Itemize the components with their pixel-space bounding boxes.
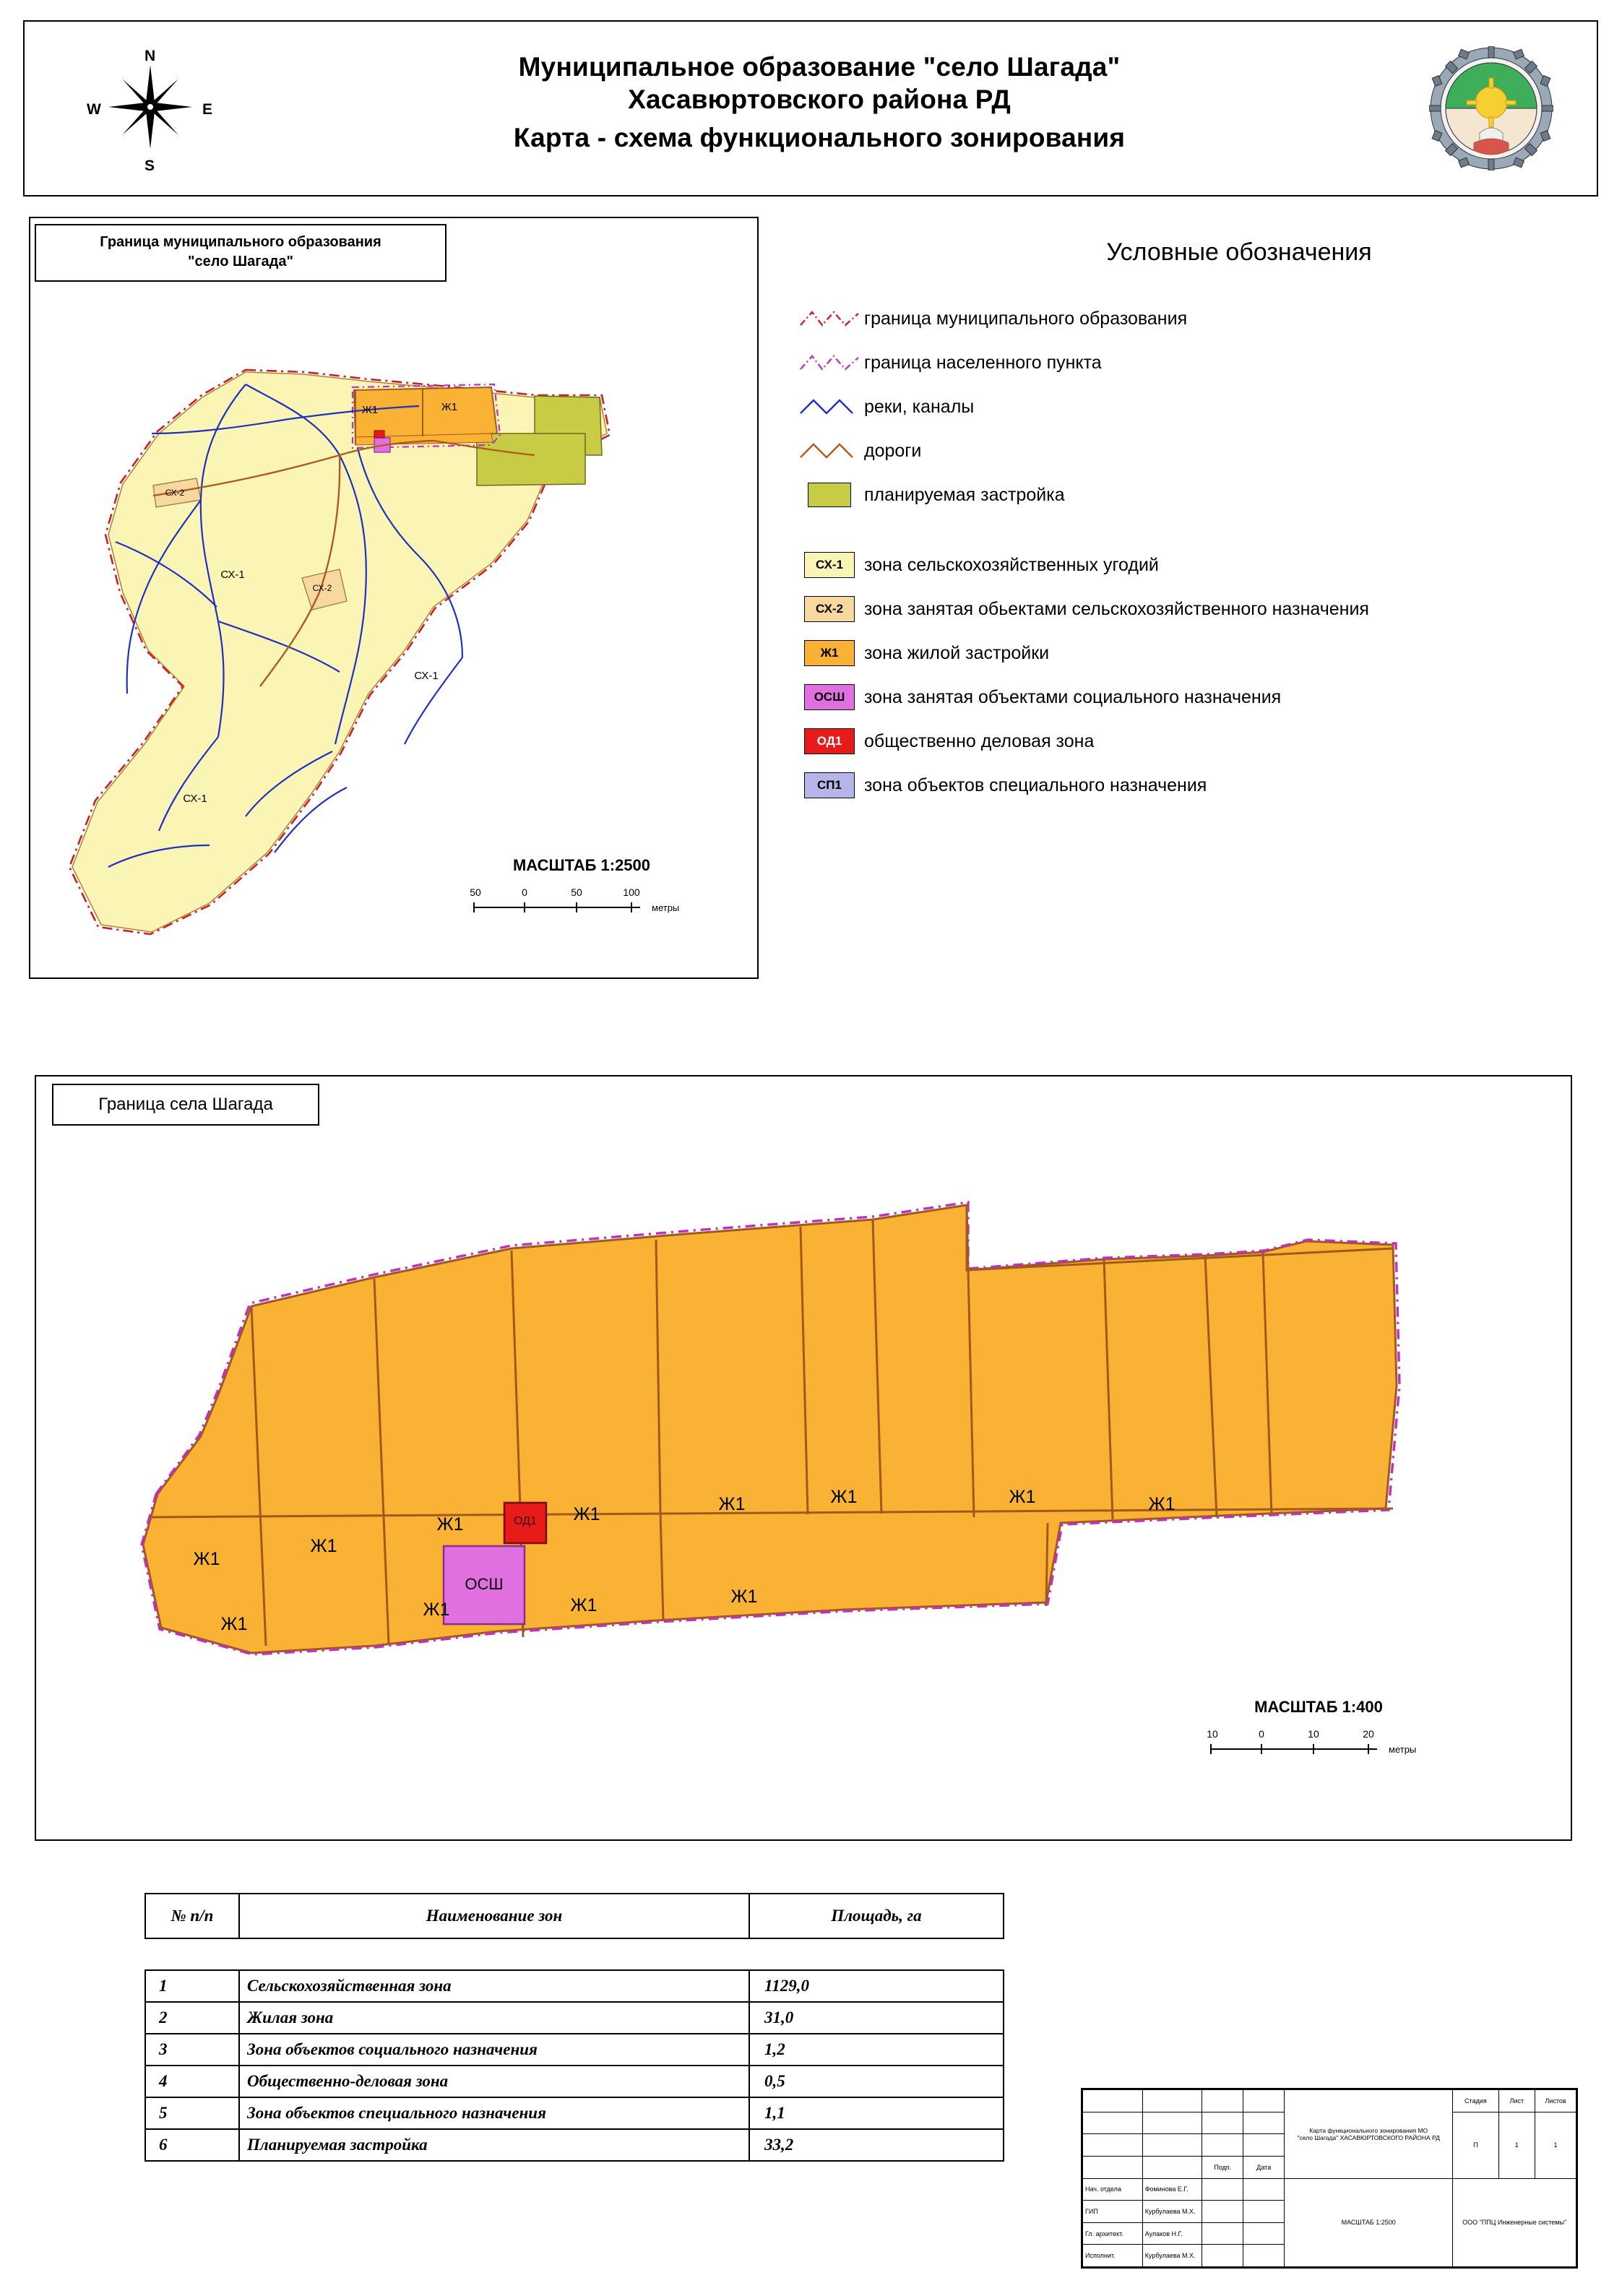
svg-text:СХ-1: СХ-1 (183, 793, 207, 805)
zones-table-spacer (145, 1938, 1004, 1970)
compass-north-label: N (144, 48, 156, 64)
legend-row-roads (795, 436, 1589, 465)
zones-row-1-name: Сельскохозяйственная зона (239, 1970, 749, 2002)
zone-zh1-chip (795, 640, 864, 666)
stamp-name-1: Фоминова Е.Г. (1142, 2178, 1202, 2201)
stamp-val-stadia: П (1453, 2112, 1498, 2178)
svg-text:Ж1: Ж1 (1148, 1494, 1175, 1514)
stamp-val-list: 1 (1498, 2112, 1535, 2178)
stamp-blank-13 (1083, 2156, 1143, 2178)
compass-east-label: E (202, 101, 213, 118)
legend-row-zone-sh2 (795, 595, 1589, 623)
zone-sh2-code: СХ-2 (804, 596, 855, 622)
stamp-role-3: Гл. архитект. (1083, 2222, 1143, 2245)
table-row (145, 2034, 1004, 2066)
scale1-units: метры (652, 902, 680, 913)
scale1-tick-3: 100 (623, 886, 640, 898)
stamp-sign-3 (1202, 2222, 1243, 2245)
table-row (145, 2002, 1004, 2034)
scale2-tick-2: 10 (1308, 1728, 1319, 1740)
svg-text:ОД1: ОД1 (514, 1515, 537, 1527)
svg-text:Ж1: Ж1 (310, 1536, 337, 1556)
stamp-col-data: Дата (1243, 2156, 1285, 2178)
zones-row-6-num: 6 (145, 2129, 239, 2161)
scale1-tick-0: 50 (470, 886, 481, 898)
legend (795, 238, 1589, 815)
drawing-stamp (1081, 2088, 1578, 2269)
zone-osh-chip (795, 684, 864, 710)
stamp-project-line-2: "село Шагада" ХАСАВЮРТОВСКОГО РАЙОНА РД (1297, 2133, 1440, 2141)
stamp-name-3: Аулаков Н.Г. (1142, 2222, 1202, 2245)
stamp-blank-5 (1083, 2112, 1143, 2134)
compass-west-label: W (87, 101, 101, 118)
legend-spacer (795, 525, 1589, 551)
stamp-blank-3 (1202, 2090, 1243, 2112)
stamp-date-2 (1243, 2201, 1285, 2223)
stamp-blank-9 (1083, 2134, 1143, 2157)
legend-label-municipal-boundary: граница муниципального образования (864, 308, 1188, 329)
legend-label-zone-osh: зона занятая объектами социального назначения (864, 686, 1282, 707)
zone-od1-chip (795, 728, 864, 754)
road-line-icon (795, 439, 864, 463)
municipal-boundary-line-icon (795, 306, 864, 331)
municipality-map-caption-line-1: Граница муниципального образования (100, 234, 381, 250)
title-line-1: Муниципальное образование "село Шагада" (518, 52, 1121, 82)
zones-row-4-num: 4 (145, 2066, 239, 2097)
legend-row-settlement-boundary (795, 348, 1589, 377)
stamp-role-1: Нач. отдела (1083, 2178, 1143, 2201)
stamp-col-listov: Листов (1535, 2090, 1576, 2112)
stamp-blank-4 (1243, 2090, 1285, 2112)
scale-bar-map1 (462, 856, 701, 920)
legend-label-zone-od1: общественно деловая зона (864, 730, 1095, 751)
page-title (314, 51, 1325, 154)
legend-label-zone-sp1: зона объектов специального назначения (864, 774, 1207, 795)
zone-sh1-chip (795, 552, 864, 578)
stamp-blank-2 (1142, 2090, 1202, 2112)
municipality-map-caption-line-2: "село Шагада" (188, 254, 293, 269)
svg-text:СХ-2: СХ-2 (165, 488, 185, 498)
stamp-date-4 (1243, 2245, 1285, 2267)
legend-row-rivers (795, 392, 1589, 421)
table-row (145, 2129, 1004, 2161)
scale2-tick-0: 10 (1207, 1728, 1218, 1740)
compass-rose (82, 48, 220, 178)
compass-south-label: S (144, 157, 155, 174)
coat-of-arms-emblem (1429, 46, 1553, 171)
legend-row-zone-osh (795, 683, 1589, 712)
stamp-project-line-1: Карта функционального зонирования МО (1309, 2126, 1428, 2134)
legend-label-rivers: реки, каналы (864, 396, 975, 417)
legend-label-zone-sh2: зона занятая обьектами сельскохозяйственного назначения (864, 598, 1369, 619)
zone-sp1-code: СП1 (804, 772, 855, 798)
stamp-name-2: Курбулаева М.Х. (1142, 2201, 1202, 2223)
stamp-col-list: Лист (1498, 2090, 1535, 2112)
svg-text:СХ-1: СХ-1 (414, 670, 439, 682)
title-line-2: Хасавюртовского района РД (628, 85, 1011, 115)
legend-title: Условные обозначения (1106, 238, 1372, 266)
stamp-blank-8 (1243, 2112, 1285, 2134)
svg-text:Ж1: Ж1 (1009, 1487, 1036, 1507)
legend-label-roads: дороги (864, 440, 922, 461)
zones-row-1-num: 1 (145, 1970, 239, 2002)
svg-text:Ж1: Ж1 (423, 1600, 450, 1620)
legend-row-zone-zh1 (795, 639, 1589, 668)
stamp-sign-2 (1202, 2201, 1243, 2223)
svg-text:Ж1: Ж1 (718, 1494, 746, 1514)
table-row (145, 2097, 1004, 2129)
zone-sh2-chip (795, 596, 864, 622)
settlement-boundary-line-icon (795, 350, 864, 375)
scale1-tick-1: 0 (522, 886, 527, 898)
stamp-blank-12 (1243, 2134, 1285, 2157)
legend-row-zone-od1 (795, 727, 1589, 756)
stamp-col-podp: Подп. (1202, 2156, 1243, 2178)
svg-text:Ж1: Ж1 (220, 1614, 248, 1634)
stamp-scale: МАСШТАБ 1:2500 (1285, 2178, 1453, 2267)
stamp-blank-6 (1142, 2112, 1202, 2134)
svg-text:Ж1: Ж1 (730, 1587, 758, 1607)
scale-bar-map1-label: МАСШТАБ 1:2500 (512, 856, 651, 874)
zones-table-header-row (145, 1894, 1004, 1938)
title-block (23, 20, 1598, 197)
svg-text:ОСШ: ОСШ (465, 1575, 504, 1593)
scale2-tick-3: 20 (1363, 1728, 1374, 1740)
stamp-project-title (1285, 2090, 1453, 2179)
zones-row-3-num: 3 (145, 2034, 239, 2066)
svg-text:СХ-2: СХ-2 (312, 583, 332, 593)
zones-row-2-num: 2 (145, 2002, 239, 2034)
svg-text:Ж1: Ж1 (361, 404, 379, 416)
scale-bar-map2 (1199, 1698, 1438, 1761)
village-map-caption: Граница села Шагада (52, 1084, 319, 1126)
svg-text:Ж1: Ж1 (193, 1549, 220, 1569)
planned-development-swatch (795, 483, 864, 507)
stamp-blank-11 (1202, 2134, 1243, 2157)
legend-label-settlement-boundary: граница населенного пункта (864, 352, 1102, 373)
zone-sh1-code: СХ-1 (804, 552, 855, 578)
stamp-val-listov: 1 (1535, 2112, 1576, 2178)
zones-row-3-name: Зона объектов социального назначения (239, 2034, 749, 2066)
stamp-blank-1 (1083, 2090, 1143, 2112)
zones-row-6-name: Планируемая застройка (239, 2129, 749, 2161)
svg-text:СХ-1: СХ-1 (220, 569, 245, 581)
legend-row-zone-sh1 (795, 551, 1589, 579)
scale2-tick-1: 0 (1259, 1728, 1264, 1740)
zones-table-header-area: Площадь, га (749, 1894, 1004, 1938)
scale2-units: метры (1389, 1744, 1417, 1755)
table-row (145, 2066, 1004, 2097)
municipality-map-caption (35, 224, 447, 282)
stamp-sign-4 (1202, 2245, 1243, 2267)
zone-zh1-code: Ж1 (804, 640, 855, 666)
legend-row-municipal-boundary (795, 304, 1589, 333)
zones-row-3-area: 1,2 (749, 2034, 1004, 2066)
zones-table-header-name: Наименование зон (239, 1894, 749, 1938)
zone-osh-code: ОСШ (804, 684, 855, 710)
scale-bar-map2-label: МАСШТАБ 1:400 (1254, 1698, 1383, 1716)
stamp-date-1 (1243, 2178, 1285, 2201)
legend-row-planned-development (795, 480, 1589, 509)
legend-label-zone-sh1: зона сельскохозяйственных угодий (864, 554, 1159, 575)
zones-row-5-name: Зона объектов специального назначения (239, 2097, 749, 2129)
stamp-organization: ООО "ППЦ Инженерные системы" (1453, 2178, 1576, 2267)
zones-row-6-area: 33,2 (749, 2129, 1004, 2161)
stamp-col-stadia: Стадия (1453, 2090, 1498, 2112)
zones-row-5-num: 5 (145, 2097, 239, 2129)
zones-row-2-name: Жилая зона (239, 2002, 749, 2034)
zones-row-5-area: 1,1 (749, 2097, 1004, 2129)
zones-row-4-name: Общественно-деловая зона (239, 2066, 749, 2097)
stamp-date-3 (1243, 2222, 1285, 2245)
legend-label-planned-development: планируемая застройка (864, 484, 1065, 505)
table-row (145, 1970, 1004, 2002)
zone-sp1-chip (795, 772, 864, 798)
zones-row-1-area: 1129,0 (749, 1970, 1004, 2002)
svg-text:Ж1: Ж1 (830, 1487, 858, 1507)
svg-text:Ж1: Ж1 (573, 1504, 600, 1524)
legend-label-zone-zh1: зона жилой застройки (864, 642, 1050, 663)
compass-star-icon (107, 64, 194, 150)
stamp-role-2: ГИП (1083, 2201, 1143, 2223)
title-line-3: Карта - схема функционального зонирования (513, 123, 1126, 153)
zone-od1-code: ОД1 (804, 728, 855, 754)
zones-table (144, 1893, 1004, 2162)
stamp-sign-1 (1202, 2178, 1243, 2201)
stamp-role-4: Исполнит. (1083, 2245, 1143, 2267)
zones-row-4-area: 0,5 (749, 2066, 1004, 2097)
stamp-blank-10 (1142, 2134, 1202, 2157)
zones-table-header-num: № п/п (145, 1894, 239, 1938)
zones-row-2-area: 31,0 (749, 2002, 1004, 2034)
stamp-blank-7 (1202, 2112, 1243, 2134)
svg-text:Ж1: Ж1 (441, 401, 458, 413)
stamp-blank-14 (1142, 2156, 1202, 2178)
river-line-icon (795, 394, 864, 419)
svg-text:Ж1: Ж1 (570, 1595, 598, 1615)
legend-row-zone-sp1 (795, 771, 1589, 800)
svg-text:Ж1: Ж1 (436, 1514, 464, 1535)
stamp-name-4: Курбулаева М.Х. (1142, 2245, 1202, 2267)
scale1-tick-2: 50 (571, 886, 582, 898)
